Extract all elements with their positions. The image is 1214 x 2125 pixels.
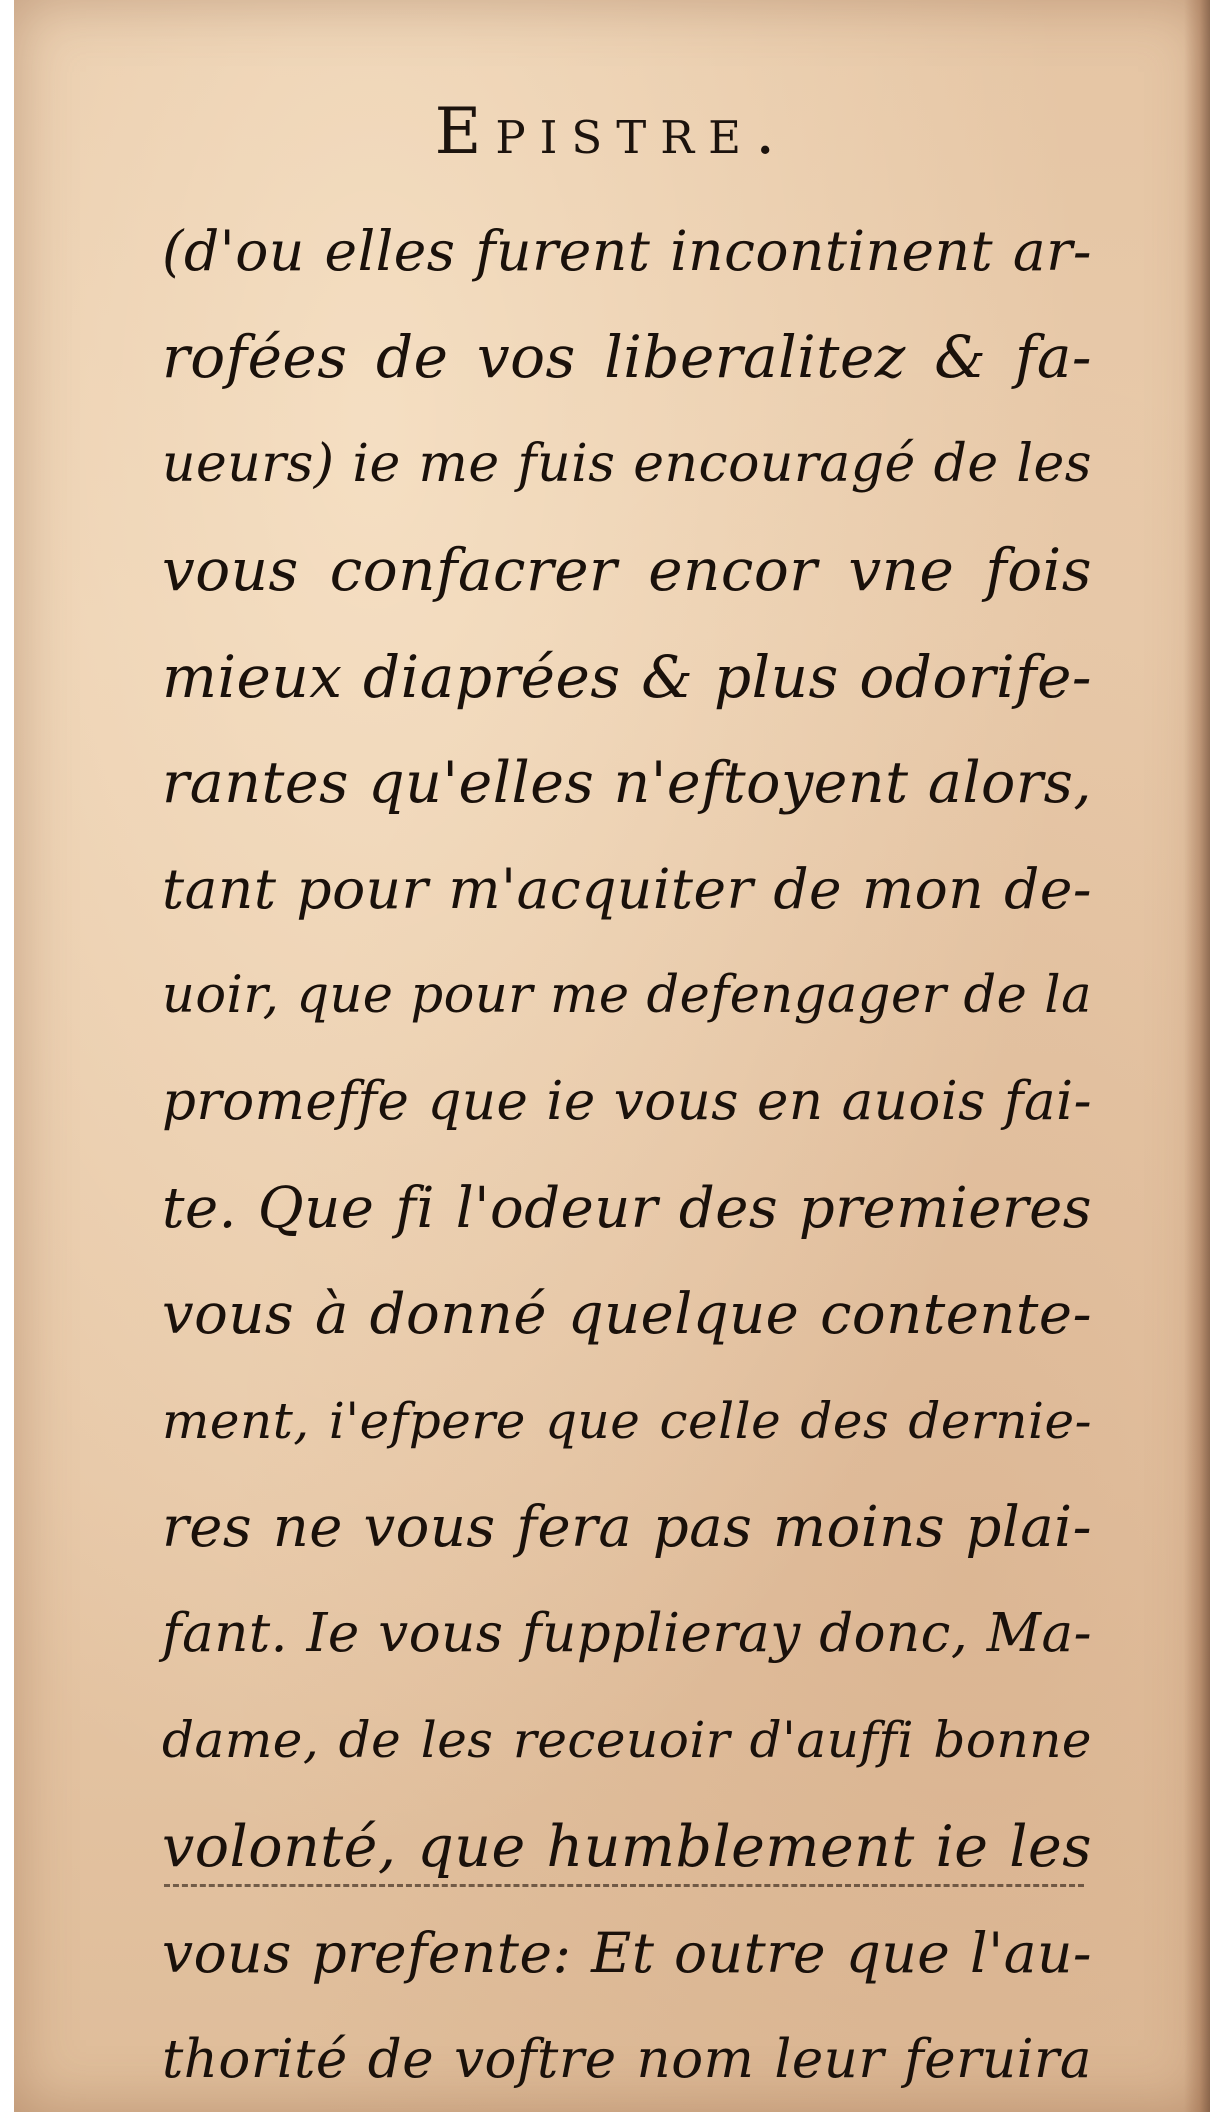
page-edge <box>1184 0 1210 2112</box>
text-line: te. Que fi l'odeur des premieres <box>162 1175 1092 1241</box>
body-text <box>162 198 1092 2113</box>
text-line: ment, i'efpere que celle des dernie- <box>162 1392 1092 1451</box>
text-line: promeffe que ie vous en auois fai- <box>162 1071 1092 1133</box>
text-line: uoir, que pour me defengager de la <box>162 965 1092 1025</box>
text-line: fant. Ie vous fupplieray donc, Ma- <box>162 1603 1092 1665</box>
book-page <box>14 0 1210 2112</box>
text-line: res ne vous fera pas moins plai- <box>162 1494 1092 1560</box>
text-line: (d'ou elles furent incontinent ar- <box>162 219 1092 283</box>
text-line: vous à donné quelque contente- <box>162 1281 1092 1347</box>
text-line: thorité de voftre nom leur feruira <box>162 2028 1092 2090</box>
text-line: ueurs) ie me fuis encouragé de les <box>162 433 1092 494</box>
text-line: vous confacrer encor vne fois <box>162 536 1092 605</box>
text-line: mieux diaprées & plus odorife- <box>162 642 1092 711</box>
text-line: rantes qu'elles n'eftoyent alors, <box>162 749 1092 816</box>
text-line: tant pour m'acquiter de mon de- <box>162 857 1092 922</box>
running-head: Epistre. <box>434 95 790 169</box>
text-line: vous prefente: Et outre que l'au- <box>162 1921 1092 1986</box>
text-line: volonté, que humblement ie les <box>162 1813 1092 1880</box>
text-line: rofées de vos liberalitez & fa- <box>162 323 1092 392</box>
bottom-rule <box>164 1884 1084 1887</box>
text-line: dame, de les receuoir d'auffi bonne <box>162 1711 1092 1770</box>
